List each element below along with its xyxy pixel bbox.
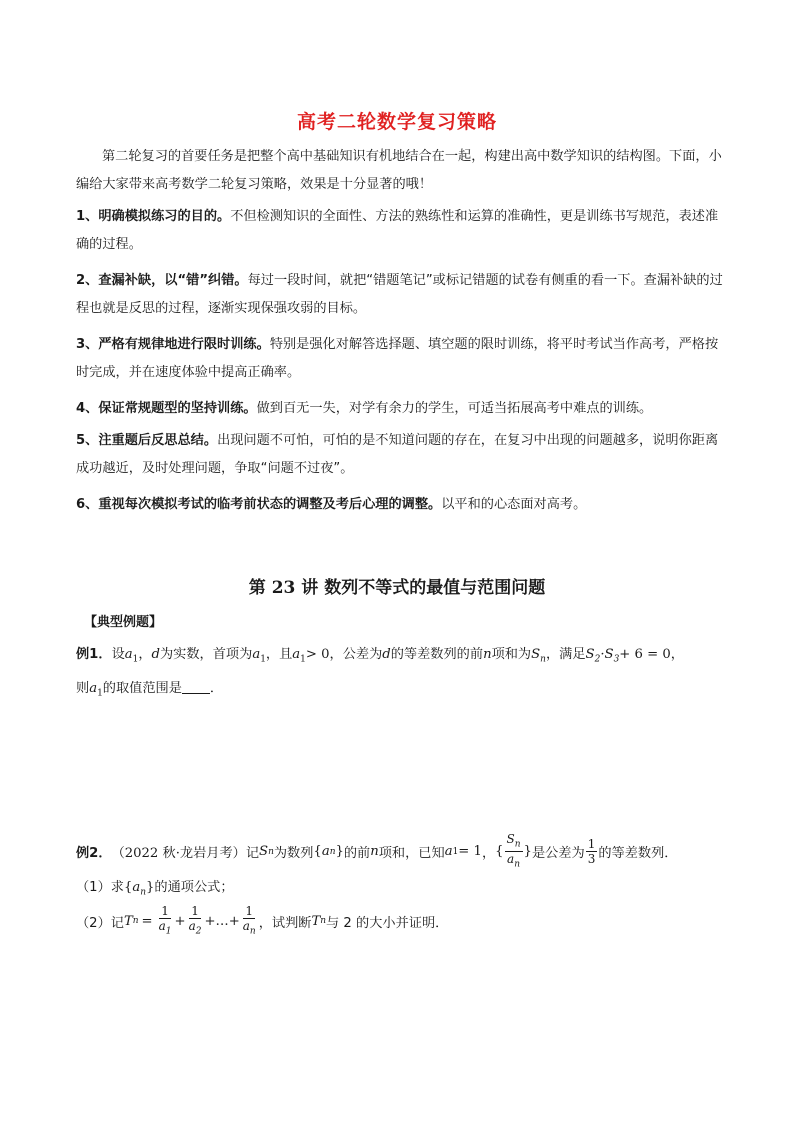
math-T: T [123, 913, 133, 929]
subscript: 3 [613, 654, 620, 665]
text: 是公差为 [531, 846, 585, 862]
brace: } [335, 844, 344, 860]
text: ． [209, 681, 224, 696]
page-title: 高考二轮数学复习策略 [296, 111, 497, 133]
text: 为数列 [273, 846, 314, 862]
subscript: n [132, 916, 139, 927]
text: ， [481, 846, 496, 862]
brace: { [495, 844, 504, 860]
text: ，且 [265, 647, 293, 662]
tip-6 [76, 491, 724, 519]
math-n: n [370, 844, 379, 860]
fraction-denominator: 3 [587, 852, 596, 867]
text: 的等差数列的前 [390, 647, 484, 662]
math-d: d [151, 647, 160, 662]
tip-5-body: 出现问题不可怕，可怕的是不知道问题的存在，在复习中出现的问题越多，说明你距离成功越近，及时处理问题，争取“问题不过夜”。 [76, 433, 719, 476]
tip-6-body: 以平和的心态面对高考。 [441, 497, 587, 512]
math-condition: > 0 [305, 647, 330, 662]
answer-blank[interactable] [182, 681, 210, 694]
subscript: n [514, 859, 520, 870]
math-a: a [252, 647, 261, 662]
brace: { [123, 880, 133, 895]
text: 的等差数列． [598, 846, 678, 862]
tip-4-head: 4、保证常规题型的坚持训练。 [76, 401, 257, 416]
fraction-numerator: 1 [587, 837, 596, 852]
math-a: a [292, 647, 301, 662]
fraction-1-an [241, 904, 258, 938]
brace: } [523, 844, 532, 860]
math-a: a [242, 919, 250, 933]
fraction-1-a2 [187, 904, 204, 938]
fraction-one-third [586, 837, 598, 866]
fraction-denominator [505, 852, 522, 871]
section-title: 第 23 讲 数列不等式的最值与范围问题 [248, 578, 546, 598]
math-S: S [506, 832, 515, 846]
example-2-source: （2022 秋·龙岩月考） [111, 846, 246, 862]
example-1-line-1 [76, 643, 736, 672]
tip-3-head: 3、严格有规律地进行限时训练。 [76, 337, 270, 352]
brace: } [146, 880, 155, 895]
tip-2 [76, 267, 724, 323]
math-T: T [311, 913, 321, 929]
subscript: 1 [452, 846, 459, 857]
example-2-line-1 [76, 832, 736, 872]
subscript: n [329, 846, 336, 857]
text: ， [138, 647, 152, 662]
fraction-numerator: 1 [245, 904, 254, 918]
math-a: a [444, 844, 453, 860]
math-ellipsis: +…+ [204, 913, 240, 929]
subscript: n [140, 887, 147, 898]
tip-4 [76, 395, 724, 423]
math-a: a [188, 919, 196, 933]
text: 与 2 的大小并证明． [326, 915, 449, 931]
text: 的前 [343, 846, 371, 862]
math-equation: = 1 [458, 844, 482, 860]
math-S: S [585, 647, 595, 662]
text: ，满足 [545, 647, 586, 662]
text: 记 [245, 846, 260, 862]
subscript: 1 [260, 654, 266, 665]
text: 项和为 [491, 647, 532, 662]
subscript: 1 [300, 654, 306, 665]
math-equals: = [141, 913, 153, 929]
math-a: a [132, 880, 141, 895]
subscript: 1 [132, 654, 139, 665]
subscript: n [320, 916, 327, 927]
tip-2-head: 2、查漏补缺，以“错”纠错。 [76, 273, 248, 288]
math-S: S [259, 844, 269, 860]
fraction-denominator [187, 919, 204, 938]
math-plus: + [174, 913, 186, 929]
subscript: n [268, 846, 274, 857]
example-2-question-1 [76, 877, 234, 904]
subscript: 2 [195, 926, 202, 937]
text: 设 [111, 647, 125, 662]
subscript: n [540, 654, 546, 665]
text: 项和，已知 [378, 846, 445, 862]
text: ，公差为 [329, 647, 383, 662]
math-S: S [531, 647, 541, 662]
text: （2）记 [76, 915, 124, 931]
fraction-denominator [157, 919, 174, 938]
example-1-label: 例1． [76, 647, 112, 662]
example-1-line-2 [76, 677, 223, 706]
math-S: S [604, 647, 614, 662]
tip-3-body: 特别是强化对解答选择题、填空题的限时训练，将平时考试当作高考，严格按时完成，并在速度体验中提高正确率。 [76, 337, 719, 380]
math-equation: + 6 = 0 [619, 647, 671, 662]
subscript: n [514, 839, 521, 850]
fraction-sn-an [505, 832, 523, 872]
math-a: a [124, 647, 133, 662]
math-a: a [321, 844, 330, 860]
text: 则 [76, 681, 90, 696]
text: （1）求 [76, 880, 124, 895]
tip-1-head: 1、明确模拟练习的目的。 [76, 209, 231, 224]
tip-4-body: 做到百无一失，对学有余力的学生，可适当拓展高考中难点的训练。 [256, 401, 653, 416]
math-a: a [89, 681, 98, 696]
example-2-question-2 [76, 904, 448, 938]
fraction-1-a1 [157, 904, 174, 938]
fraction-denominator [241, 919, 258, 938]
fraction-numerator: 1 [161, 904, 169, 918]
brace: { [313, 844, 322, 860]
text: ， [670, 647, 684, 662]
math-n: n [483, 647, 492, 662]
tip-5-head: 5、注重题后反思总结。 [76, 433, 218, 448]
tip-3 [76, 331, 724, 387]
tip-2-body: 每过一段时间，就把“错题笔记”或标记错题的试卷有侧重的看一下。查漏补缺的过程也就是反思的过程，逐渐实现保强攻弱的目标。 [76, 273, 723, 316]
tip-5 [76, 427, 724, 483]
text: 的取值范围是 [102, 681, 182, 696]
example-tag: 【典型例题】 [84, 615, 163, 630]
tip-6-head: 6、重视每次模拟考试的临考前状态的调整及考后心理的调整。 [76, 497, 442, 512]
intro-paragraph: 第二轮复习的首要任务是把整个高中基础知识有机地结合在一起，构建出高中数学知识的结构图。下面，小编给大家带来高考数学二轮复习策略，效果是十分显著的哦！ [76, 149, 722, 192]
tip-1-body: 不但检测知识的全面性、方法的熟练性和运算的准确性，更是训练书写规范，表述准确的过程。 [76, 209, 719, 252]
fraction-numerator: 1 [191, 904, 199, 918]
fraction-numerator [505, 832, 523, 852]
text: ，试判断 [258, 915, 312, 931]
tip-1 [76, 203, 724, 259]
math-s2s3: $S_2\cdot S_3$ [585, 647, 620, 665]
math-d: d [382, 647, 391, 662]
subscript: 1 [165, 926, 172, 937]
text: 的通项公式； [154, 880, 234, 895]
math-a: a [507, 852, 515, 867]
example-2-label: 例2． [76, 846, 112, 862]
subscript: 1 [97, 688, 103, 699]
subscript: n [249, 926, 256, 937]
math-a: a [158, 919, 166, 933]
subscript: 2 [594, 654, 601, 665]
text: 为实数，首项为 [160, 647, 253, 662]
